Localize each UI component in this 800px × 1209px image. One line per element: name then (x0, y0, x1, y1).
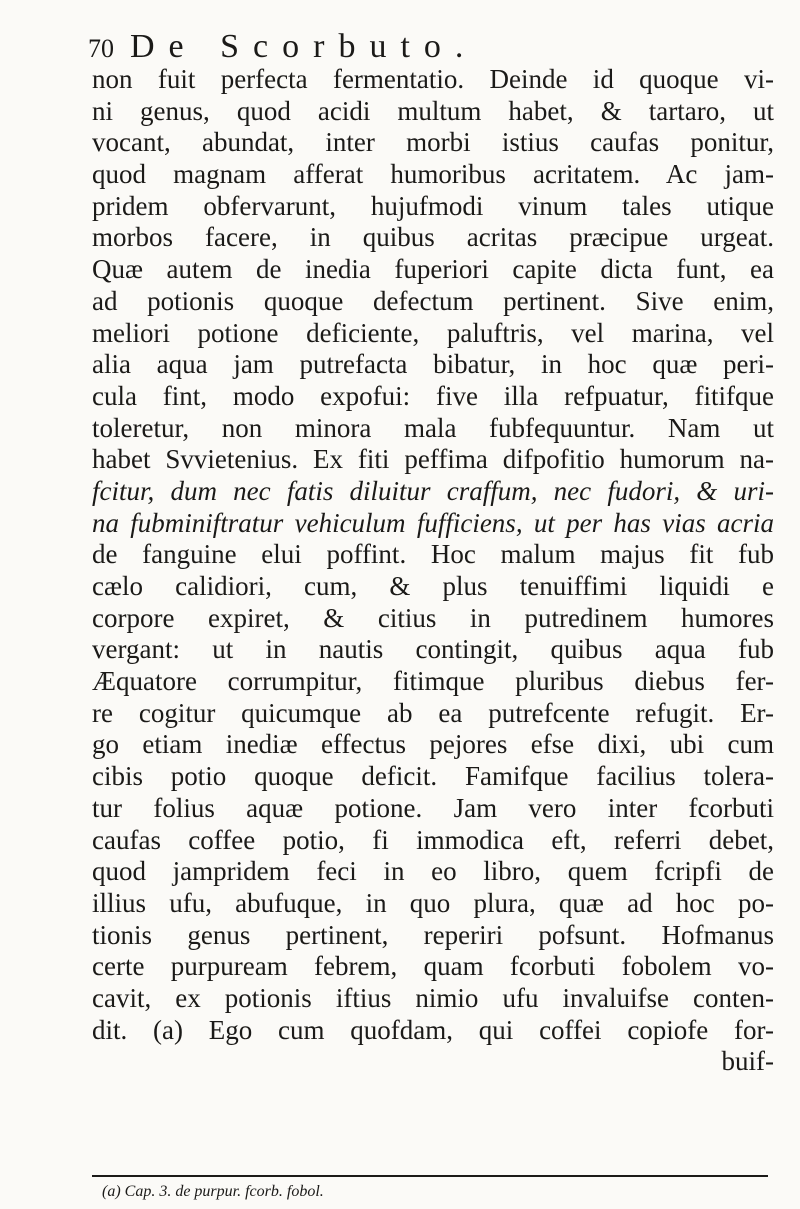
text-line: go etiam inediæ effectus pejores efse dixi, ubi cum (92, 729, 774, 760)
text-line: non fuit perfecta fermentatio. Deinde id quoque vi- (92, 64, 774, 94)
text-line: alia aqua jam putrefacta bibatur, in hoc quæ peri- (92, 349, 774, 380)
page-number: 70 (88, 34, 114, 63)
text-line-quote-start: habet Svvietenius. Ex fiti peffima difpofitio humorum na- (92, 444, 774, 475)
text-line: toleretur, non minora mala fubfequuntur. Nam ut (92, 412, 774, 443)
text-line: quod magnam afferat humoribus acritatem. Ac jam- (92, 159, 774, 190)
text-line: cibis potio quoque deficit. Famifque facilius tolera- (92, 761, 774, 792)
body-text (92, 64, 774, 1078)
catchword: buif- (721, 1046, 774, 1077)
footnote-rule (92, 1175, 768, 1177)
text-line: Quæ autem de inedia fuperiori capite dicta funt, ea (92, 254, 774, 285)
text-line: Æquatore corrumpitur, fitimque pluribus diebus fer- (92, 666, 774, 697)
text-line: quod jampridem feci in eo libro, quem fcripfi de (92, 856, 774, 887)
text-line: vergant: ut in nautis contingit, quibus aqua fub (92, 634, 774, 665)
text-line: corpore expiret, & citius in putredinem humores (92, 602, 774, 633)
text-line: certe purpuream febrem, quam fcorbuti fobolem vo- (92, 951, 774, 982)
text-line: morbos facere, in quibus acritas præcipue urgeat. (92, 222, 774, 253)
text-line: pridem obfervarunt, hujufmodi vinum tales utique (92, 190, 774, 221)
text-line-quote-end: de fanguine elui poffint. Hoc malum majus fit fub (92, 539, 774, 570)
text-line: tionis genus pertinent, reperiri pofsunt. Hofmanus (92, 919, 774, 950)
footnote: (a) Cap. 3. de purpur. fcorb. fobol. (102, 1183, 324, 1200)
text-line: ad potionis quoque defectum pertinent. Sive enim, (92, 285, 774, 316)
text-line: cavit, ex potionis iftius nimio ufu invaluifse conten- (92, 982, 774, 1013)
text-line: cælo calidiori, cum, & plus tenuiffimi liquidi e (92, 571, 774, 601)
quote-line: fcitur, dum nec fatis diluitur craffum, nec fudori, & uri- (92, 475, 774, 506)
text-line: dit. (a) Ego cum quofdam, qui coffei copiofe for- (92, 1014, 774, 1045)
running-head: De Scorbuto. (130, 28, 478, 65)
quote-line: na fubminiftratur vehiculum fufficiens, ut per has vias acria (92, 507, 774, 538)
text-line: illius ufu, abufuque, in quo plura, quæ ad hoc po- (92, 887, 774, 918)
text-line: vocant, abundat, inter morbi istius caufas ponitur, (92, 127, 774, 158)
text-line: re cogitur quicumque ab ea putrefcente refugit. Er- (92, 697, 774, 728)
text-line: caufas coffee potio, fi immodica eft, referri debet, (92, 824, 774, 855)
text-line: meliori potione deficiente, paluftris, vel marina, vel (92, 317, 774, 348)
text-line: ni genus, quod acidi multum habet, & tartaro, ut (92, 95, 774, 126)
text-line: tur folius aquæ potione. Jam vero inter fcorbuti (92, 792, 774, 823)
text-line: cula fint, modo expofui: five illa refpuatur, fitifque (92, 380, 774, 411)
